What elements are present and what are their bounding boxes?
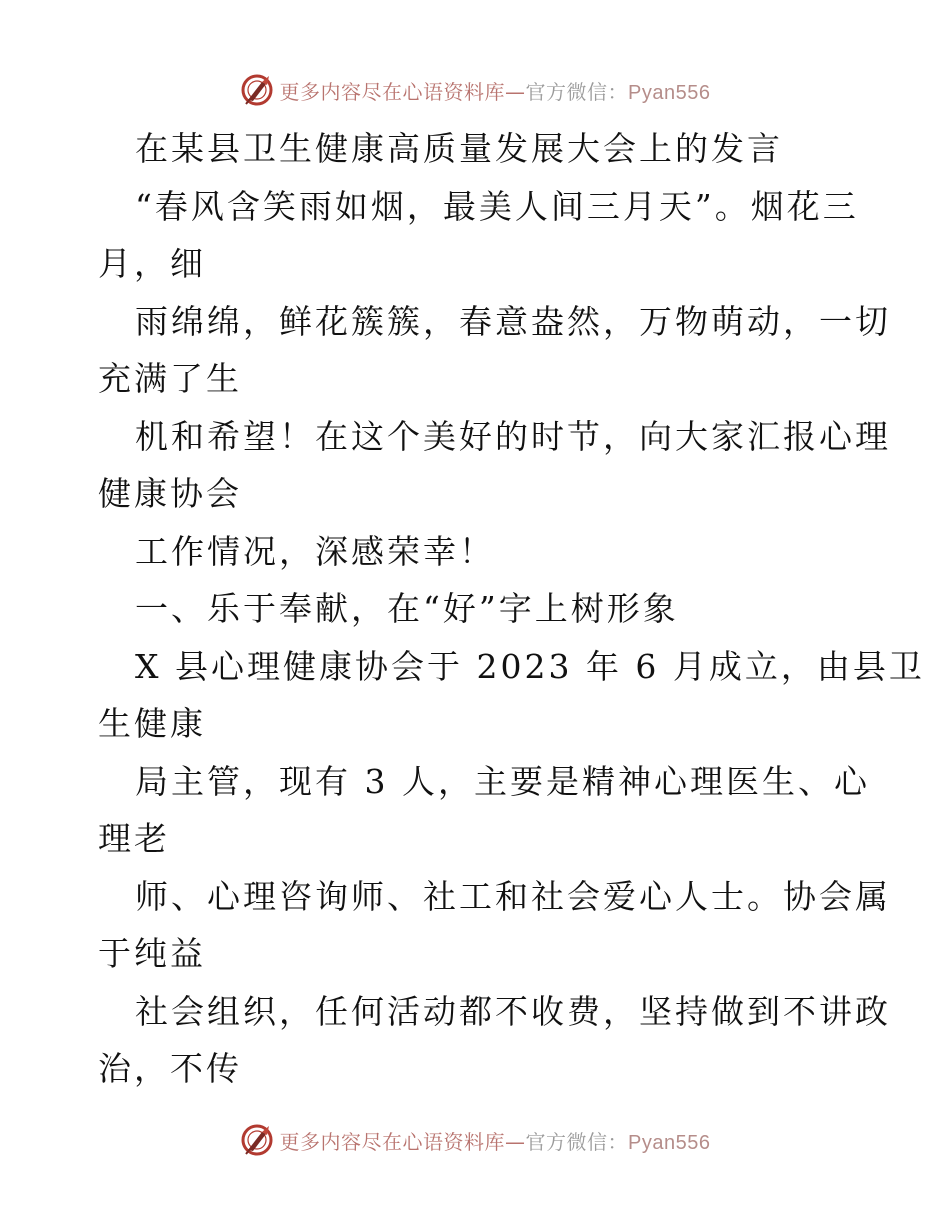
quill-pen-logo-icon [240, 1123, 274, 1157]
text-line: 生健康 [98, 704, 206, 743]
text-line: 理老 [98, 819, 170, 858]
text-line: 在某县卫生健康高质量发展大会上的发言 [135, 129, 783, 168]
text-line: X 县心理健康协会于 2023 年 6 月成立，由县卫 [135, 646, 925, 686]
watermark-text: 更多内容尽在心语资料库—官方微信：Pyan556 [279, 1129, 711, 1154]
text-line: 师、心理咨询师、社工和社会爱心人士。协会属 [135, 876, 891, 916]
text-line: 雨绵绵，鲜花簇簇，春意盎然，万物萌动，一切 [135, 301, 891, 341]
text-line: 一、乐于奉献，在“好”字上树形象 [135, 589, 679, 628]
watermark-header [0, 70, 950, 110]
text-line: 局主管，现有 3 人，主要是精神心理医生、心 [135, 761, 870, 801]
document-body [98, 120, 925, 1098]
text-line: 治，不传 [98, 1049, 242, 1088]
text-line: 充满了生 [98, 359, 242, 398]
text-line: 社会组织，任何活动都不收费，坚持做到不讲政 [135, 991, 891, 1031]
text-line: 健康协会 [98, 474, 242, 513]
text-line: 月，细 [98, 244, 206, 283]
watermark-footer [0, 1120, 950, 1160]
text-line: 于纯益 [98, 934, 206, 973]
text-line: “春风含笑雨如烟，最美人间三月天”。烟花三 [135, 186, 859, 226]
watermark-text: 更多内容尽在心语资料库—官方微信：Pyan556 [279, 79, 711, 104]
text-line: 工作情况，深感荣幸！ [135, 531, 495, 571]
quill-pen-logo-icon [240, 73, 274, 107]
text-line: 机和希望！在这个美好的时节，向大家汇报心理 [135, 416, 891, 456]
